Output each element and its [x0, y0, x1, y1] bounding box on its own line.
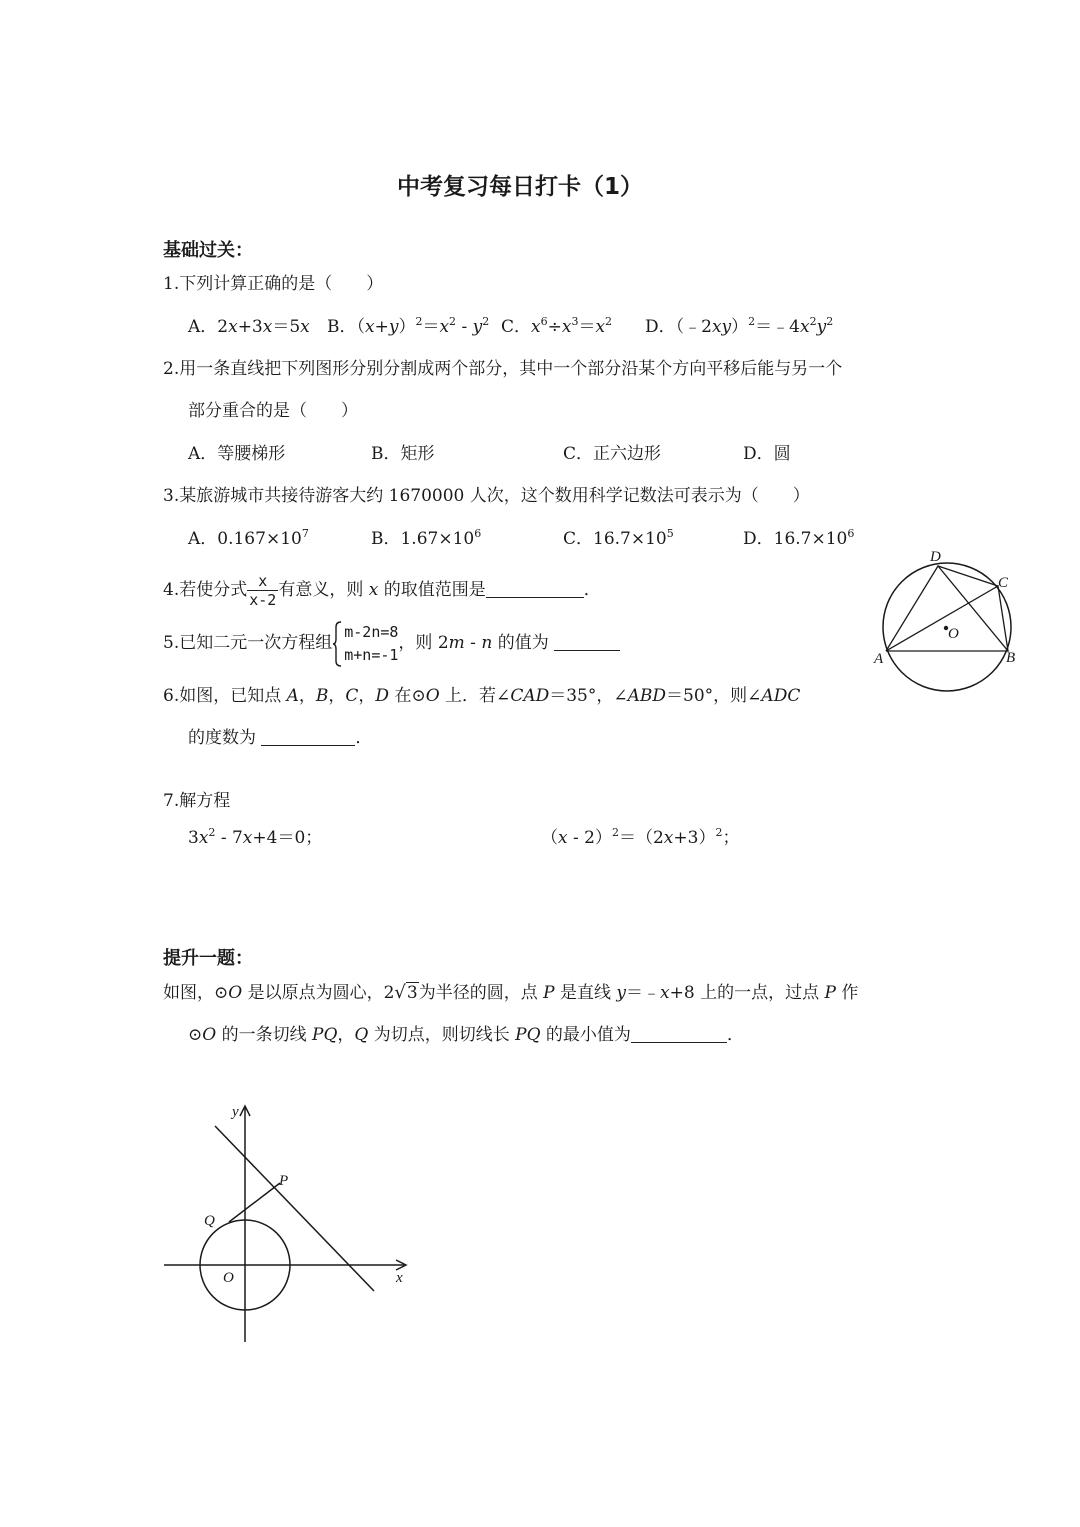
- section-heading-advanced: 提升一题：: [163, 948, 253, 969]
- question-6-line-1: 6.如图，已知点 A，B，C，D 在⊙O 上．若∠CAD＝35°，∠ABD＝50°，则∠ADC: [163, 686, 801, 706]
- question-2-option-c: C．正六边形: [563, 444, 662, 464]
- question-2-option-d: D．圆: [743, 444, 791, 464]
- question-1-stem: 1.下列计算正确的是（ ）: [163, 274, 384, 294]
- point-label-q: Q: [204, 1213, 215, 1229]
- point-label-o: O: [223, 1270, 234, 1286]
- point-label-a: A: [874, 651, 884, 667]
- question-5: 5.已知二元一次方程组 m-2n=8 m+n=-1 ，则 2m - n 的值为: [163, 620, 620, 667]
- question-1-option-c: C．$x^6\div x^3=x^2$: [501, 315, 613, 337]
- axis-label-y: y: [232, 1104, 239, 1120]
- question-1-option-a: A．2x+3x＝5x: [188, 317, 310, 337]
- page-title: 中考复习每日打卡（1）: [396, 174, 643, 200]
- question-3-option-d: D．$16.7\times 10^6$: [743, 527, 855, 549]
- tangent-pq: [229, 1183, 280, 1222]
- answer-blank: [486, 581, 584, 598]
- question-6-line-2: 的度数为 ．: [188, 728, 373, 748]
- question-3-option-a: A．$0.167\times 10^7$: [188, 527, 309, 549]
- line-y-equals-neg-x-plus-8: [215, 1126, 374, 1291]
- circle-figure-q6: [868, 545, 1028, 705]
- chord-ac-cb: [886, 586, 1008, 651]
- question-3-stem: 3.某旅游城市共接待游客大约 1670000 人次，这个数用科学记数法可表示为（ ）: [163, 486, 810, 506]
- left-brace-icon: [332, 621, 342, 667]
- question-3-option-b: B．$1.67\times 10^6$: [371, 527, 482, 549]
- square-root: √3: [394, 982, 418, 1003]
- question-7-stem: 7.解方程: [163, 791, 231, 811]
- point-label-c: C: [998, 575, 1009, 591]
- question-4: 4.若使分式 $\frac{x}{x-2}$ 有意义，则 x 的取值范围是 ．: [163, 572, 601, 609]
- point-label-o: O: [948, 626, 959, 642]
- point-label-d: D: [930, 549, 941, 565]
- answer-blank: [261, 729, 355, 746]
- point-label-p: P: [279, 1173, 289, 1189]
- equation-system: m-2n=8 m+n=-1: [332, 621, 398, 667]
- question-1-option-b: B．$(x+y)^2=x^2 - y^2$: [327, 315, 490, 337]
- advanced-question-line-1: 如图，⊙O 是以原点为圆心，2√3为半径的圆，点 P 是直线 y＝﹣x+8 上的一点，过点 P 作: [163, 982, 859, 1003]
- answer-blank: [631, 1026, 727, 1043]
- question-1-option-d: D．$(﹣2xy)^2=﹣4x^2y^2$: [645, 315, 834, 337]
- question-2-option-b: B．矩形: [371, 444, 435, 464]
- question-2-stem-line-1: 2.用一条直线把下列图形分别分割成两个部分，其中一个部分沿某个方向平移后能与另一个: [163, 359, 843, 379]
- question-2-stem-line-2: 部分重合的是（ ）: [188, 401, 358, 421]
- point-label-b: B: [1006, 650, 1016, 666]
- section-heading-basic: 基础过关：: [163, 240, 253, 261]
- axis-label-x: x: [396, 1270, 403, 1286]
- question-3-option-c: C．$16.7\times 10^5$: [563, 527, 674, 549]
- question-7-equation-1: $3x^2 - 7x+4=0$；: [188, 826, 323, 848]
- answer-blank: [554, 634, 620, 651]
- fraction: $\frac{x}{x-2}$: [249, 572, 277, 609]
- question-2-option-a: A．等腰梯形: [188, 444, 286, 464]
- coordinate-figure: [158, 1098, 418, 1344]
- question-7-equation-2: $(x - 2)^2=(2x+3)^2$；: [541, 826, 740, 848]
- advanced-question-line-2: ⊙O 的一条切线 PQ，Q 为切点，则切线长 PQ 的最小值为 ．: [188, 1025, 744, 1045]
